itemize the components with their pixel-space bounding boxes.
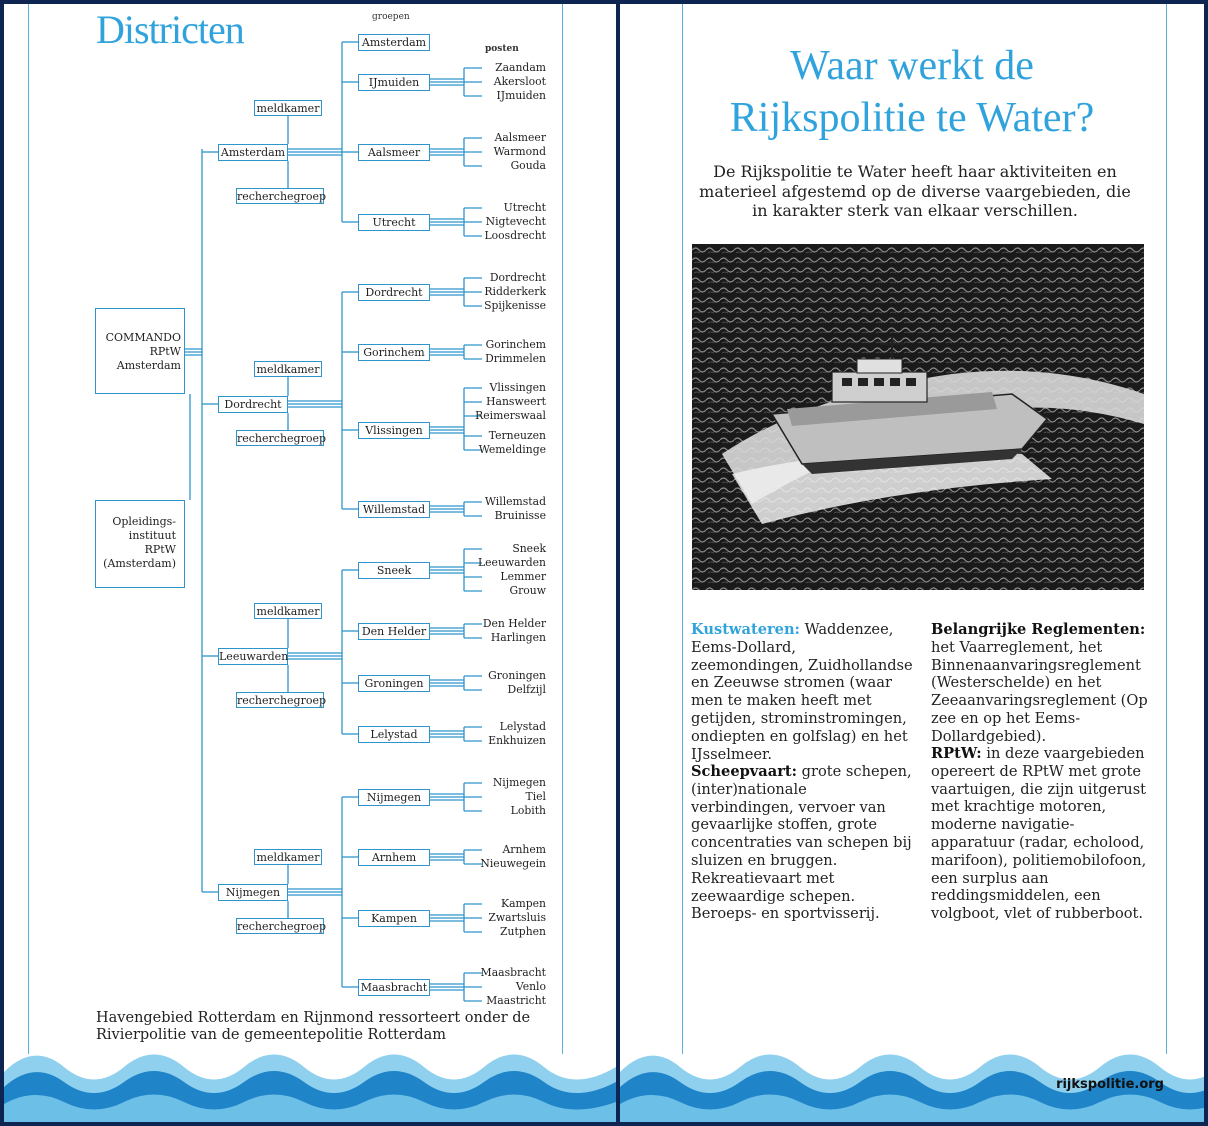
recherchegroep-box: recherchegroep [237,432,327,445]
meldkamer-box: meldkamer [254,849,322,865]
post-label: Hansweert [486,395,546,408]
reglementen-paragraph [931,621,1156,746]
title-line-2: Rijkspolitie te Water? [729,95,1095,141]
opleiding-box: Opleidings- instituut RPtW (Amsterdam) [95,500,185,588]
page-title: Districten [96,7,244,52]
post-label: Nigtevecht [485,215,546,228]
post-label: Harlingen [490,631,546,644]
post-label: Vlissingen [489,381,546,394]
post-label: Aalsmeer [494,131,546,144]
group-box-sneek: Sneek [358,562,430,579]
post-label: Dordrecht [489,271,546,284]
district-box-dordrecht: Dordrecht [218,396,288,413]
group-box-vlissingen: Vlissingen [358,422,430,439]
group-box-gorinchem: Gorinchem [358,344,430,361]
post-label: Utrecht [503,201,546,214]
post-label: Zutphen [499,925,546,938]
scheepvaart-text: grote schepen, (inter)nationale verbindingen, vervoer van gevaarlijke stoffen, grote concentraties van schepen bij sluizen en bruggen. Rekreatievaart met zeewaardige schepen. Beroeps- en sportvisserij. [691,763,912,923]
group-box-den-helder: Den Helder [358,623,430,640]
post-label: Nijmegen [492,776,546,789]
group-box-lelystad: Lelystad [358,726,430,743]
post-label: Nieuwegein [480,857,546,870]
group-box-aalsmeer: Aalsmeer [358,144,430,161]
post-label: Den Helder [482,617,546,630]
group-box-dordrecht: Dordrecht [358,284,430,301]
kustwateren-label: Kustwateren: [691,621,800,638]
group-box-arnhem: Arnhem [358,849,430,866]
footnote: Havengebied Rotterdam en Rijnmond ressorteert onder de Rivierpolitie van de gemeentepolitie Rotterdam [96,1010,531,1043]
post-label: Tiel [525,790,546,803]
post-label: Gouda [510,159,546,172]
post-label: IJmuiden [496,89,546,102]
post-label: Lelystad [499,720,546,733]
rptw-paragraph [931,745,1156,923]
recherchegroep-box: recherchegroep [237,694,327,707]
post-label: Grouw [509,584,546,597]
kustwateren-text: Waddenzee, Eems-Dollard, zeemondingen, Zuidhollandse en Zeeuwse stromen (waar men te maken heeft met getijden, strominstromingen, ondiepten en golfslag) en het IJsselmeer. [691,621,913,763]
post-label: Zaandam [495,61,546,74]
boat-photo [692,244,1144,590]
post-label: Terneuzen [488,429,546,442]
post-label: Groningen [488,669,546,682]
post-label: Reimerswaal [475,409,546,422]
post-label: Wemeldinge [478,443,546,456]
group-box-utrecht: Utrecht [358,214,430,231]
intro-text: De Rijkspolitie te Water heeft haar aktiviteiten en materieel afgestemd op de diverse vaargebieden, die in karakter sterk van elkaar verschillen. [699,162,1131,220]
site-credit: rijkspolitie.org [1056,1077,1164,1092]
kustwateren-paragraph [691,621,913,763]
post-label: Willemstad [484,495,546,508]
commando-box: COMMANDO RPtW Amsterdam [95,308,185,394]
district-box-nijmegen: Nijmegen [218,884,288,901]
rptw-label: RPtW: [931,745,982,762]
right-page [620,4,1204,1122]
wave-decoration-left [4,1042,616,1122]
post-label: Drimmelen [485,352,546,365]
post-label: Zwartsluis [488,911,546,924]
post-label: Kampen [501,897,546,910]
district-box-leeuwarden: Leeuwarden [219,650,289,663]
post-label: Maasbracht [480,966,546,979]
post-label: Spijkenisse [484,299,546,312]
post-label: Gorinchem [485,338,546,351]
post-label: Lemmer [500,570,546,583]
meldkamer-box: meldkamer [254,603,322,619]
post-label: Venlo [515,980,546,993]
group-box-nijmegen: Nijmegen [358,789,430,806]
post-label: Delfzijl [507,683,546,696]
left-page [4,4,616,1122]
post-label: Enkhuizen [488,734,546,747]
meldkamer-box: meldkamer [254,361,322,377]
post-label: Maastricht [486,994,546,1007]
reglementen-text: het Vaarreglement, het Binnenaanvaringsreglement (Westerschelde) en het Zeeaanvaringsreglement (Op zee en op het Eems-Dollardgebied). [931,638,1148,745]
header-groepen: groepen [372,12,410,22]
post-label: Lobith [510,804,546,817]
margin-rule-right [1166,4,1167,1054]
scheepvaart-paragraph [691,763,913,923]
post-label: Warmond [493,145,546,158]
rptw-text: in deze vaargebieden opereert de RPtW met grote vaartuigen, die zijn uitgerust met krachtige motoren, moderne navigatie-apparatuur (radar, echolood, marifoon), politiemobilofoon, een surplus aan reddingsmiddelen, een volgboot, vlet of rubberboot. [931,745,1147,923]
scheepvaart-label: Scheepvaart: [691,763,798,780]
post-label: Leeuwarden [478,556,546,569]
post-label: Loosdrecht [484,229,546,242]
title-line-1: Waar werkt de [790,43,1034,89]
group-box-willemstad: Willemstad [358,501,430,518]
group-box-kampen: Kampen [358,910,430,927]
recherchegroep-box: recherchegroep [237,920,327,933]
post-label: Bruinisse [494,509,546,522]
group-box-maasbracht: Maasbracht [358,979,430,996]
reglementen-label: Belangrijke Reglementen: [931,621,1146,638]
meldkamer-box: meldkamer [254,100,322,116]
post-label: Arnhem [502,843,546,856]
group-box-amsterdam: Amsterdam [358,34,430,51]
post-label: Akersloot [493,75,546,88]
post-label: Sneek [512,542,546,555]
header-posten: posten [485,44,519,54]
recherchegroep-box: recherchegroep [237,190,327,203]
margin-rule-left [682,4,683,1054]
group-box-ijmuiden: IJmuiden [358,74,430,91]
district-box-amsterdam: Amsterdam [218,144,288,161]
post-label: Ridderkerk [484,285,546,298]
group-box-groningen: Groningen [358,675,430,692]
